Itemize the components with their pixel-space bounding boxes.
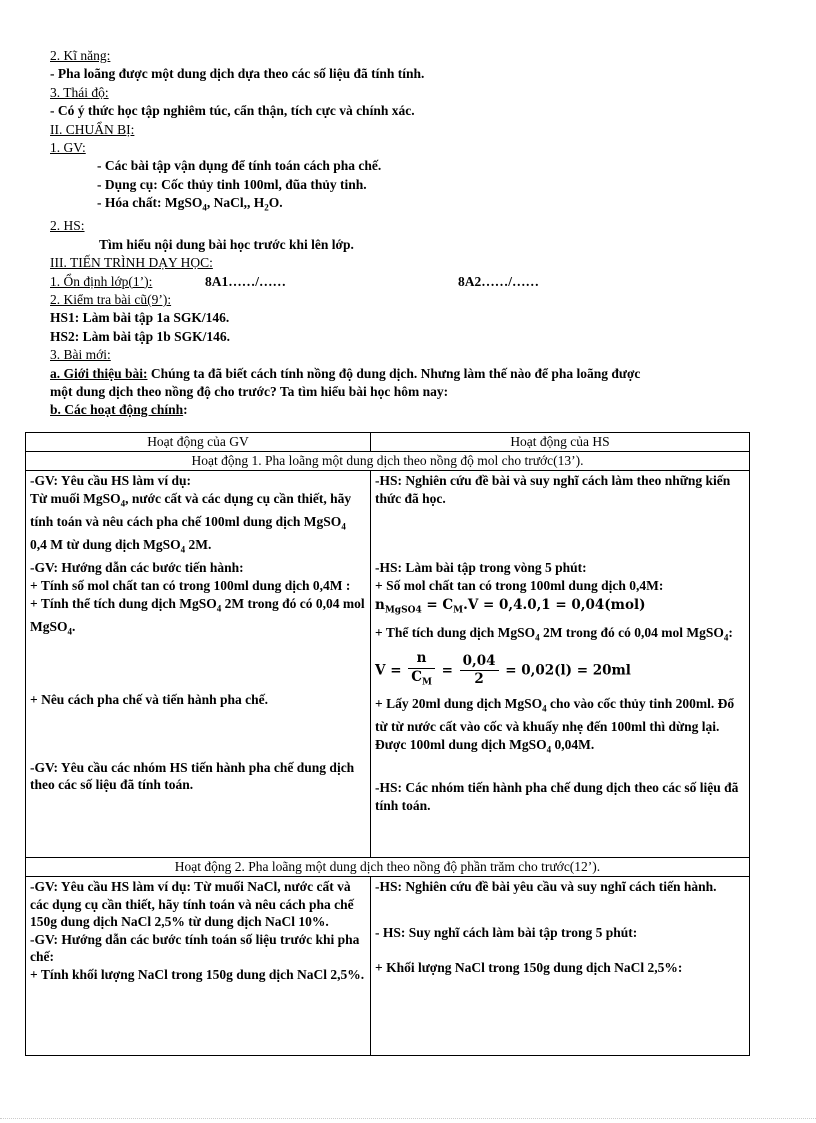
activity-1-gv: -GV: Yêu cầu HS làm ví dụ: Từ muối MgSO$_4$, nước cất và các dụng cụ cần thiết, hãy tính toán và nêu cách pha chế 100ml dung dịch MgSO$_4$ 0,4 M từ dung dịch MgSO$_4$ 2M. -GV: Hướng dẫn các bước tiến hành: + Tính số mol chất tan có trong 100ml dung dịch 0,4M : + Tính thể tích dung dịch MgSO$_4$ 2M trong đó có 0,04 mol MgSO$_4$. + Nêu cách pha chế và tiến hành pha chế. -GV: Yêu cầu các nhóm HS tiến hành pha chế dung dịch theo các số liệu đã tính toán. [26,471,371,858]
attitude-text: - Có ý thức học tập nghiêm túc, cẩn thận, tích cực và chính xác. [50,103,415,119]
page-bottom-divider [0,1118,816,1119]
gv-heading: 1. GV: [50,140,86,156]
main-heading: b. Các hoạt động chính: [50,402,188,418]
stabilize-label: 1. Ổn định lớp(1’): [50,273,153,289]
hs-heading: 2. HS: [50,218,85,234]
activities-table [25,432,750,1056]
prep-heading: II. CHUẨN BỊ: [50,121,135,137]
attitude-heading: 3. Thái độ: [50,84,109,100]
hs2-task: HS2: Làm bài tập 1b SGK/146. [50,328,231,344]
formula-volume: V = $\frac{n}{C_M}$ = $\frac{0,04}{2}$ = 0,02(l) = 20ml [375,649,631,688]
lesson-header [50,47,780,420]
activity-2-title: Hoạt động 2. Pha loãng một dung dịch theo nồng độ phần trăm cho trước(12’). [26,858,750,877]
hs-text: Tìm hiểu nội dung bài học trước khi lên lớp. [99,236,354,252]
col-gv-header: Hoạt động của GV [26,433,371,452]
process-heading: III. TIẾN TRÌNH DẠY HỌC: [50,255,213,271]
activity-1-hs: -HS: Nghiên cứu đề bài và suy nghĩ cách làm theo những kiến thức đã học. -HS: Làm bài tập trong vòng 5 phút: + Số mol chất tan có trong 100ml dung dịch 0,4M: $n_{MgSO4} = C_M.V = 0,4.0,1 = 0,04(mol)$ + Thể tích dung dịch MgSO$_4$ 2M trong đó có 0,04 mol MgSO$_4$: V = $\frac{n}{C_M}$ = $\frac{0,04}{2}$ = 0,02(l) = 20ml + Lấy 20ml dung dịch MgSO$_4$ cho vào cốc thủy tinh 200ml. Đổ từ từ nước cất vào cốc và khuấy nhẹ đến 100ml thì dừng lại. Được 100ml dung dịch MgSO$_4$ 0,04M. -HS: Các nhóm tiến hành pha chế dung dịch theo các số liệu đã tính toán. [371,471,750,858]
skills-heading: 2. Kĩ năng: [50,48,111,63]
stabilize-row [50,273,780,291]
intro-line-2: một dung dịch theo nồng độ cho trước? Ta tìm hiểu bài học hôm nay: [50,384,449,399]
col-hs-header: Hoạt động của HS [371,433,750,452]
intro-line: a. Giới thiệu bài: Chúng ta đã biết cách tính nồng độ dung dịch. Nhưng làm thế nào để pha loãng được [50,365,641,381]
newlesson-heading: 3. Bài mới: [50,347,111,363]
activity-1-title: Hoạt động 1. Pha loãng một dung dịch theo nồng độ mol cho trước(13’). [26,452,750,471]
gv-chemicals: - Hóa chất: MgSO$_4$, NaCl,, $H_2O$. [97,195,283,213]
class-8a2: 8A2……/…… [458,273,539,289]
activity-2-hs: -HS: Nghiên cứu đề bài yêu cầu và suy nghĩ cách tiến hành. - HS: Suy nghĩ cách làm bài tập trong 5 phút: + Khối lượng NaCl trong 150g dung dịch NaCl 2,5%: [371,877,750,1056]
hs1-task: HS1: Làm bài tập 1a SGK/146. [50,310,230,326]
check-heading: 2. Kiểm tra bài cũ(9’): [50,291,172,307]
gv-item: - Dụng cụ: Cốc thủy tinh 100ml, đũa thủy tinh. [97,176,367,192]
class-8a1: 8A1……/…… [205,273,286,289]
gv-item: - Các bài tập vận dụng để tính toán cách pha chế. [97,158,382,174]
formula-moles: $n_{MgSO4} = C_M.V = 0,4.0,1 = 0,04(mol)$ [375,597,646,617]
activity-2-gv: -GV: Yêu cầu HS làm ví dụ: Từ muối NaCl, nước cất và các dụng cụ cần thiết, hãy tính toán và nêu cách pha chế 150g dung dịch NaCl 2,5% từ dung dịch NaCl 10%. -GV: Hướng dẫn các bước tính toán số liệu trước khi pha chế: + Tính khối lượng NaCl trong 150g dung dịch NaCl 2,5%. [26,877,371,1056]
skills-text: - Pha loãng được một dung dịch dựa theo các số liệu đã tính tính. [50,66,425,82]
